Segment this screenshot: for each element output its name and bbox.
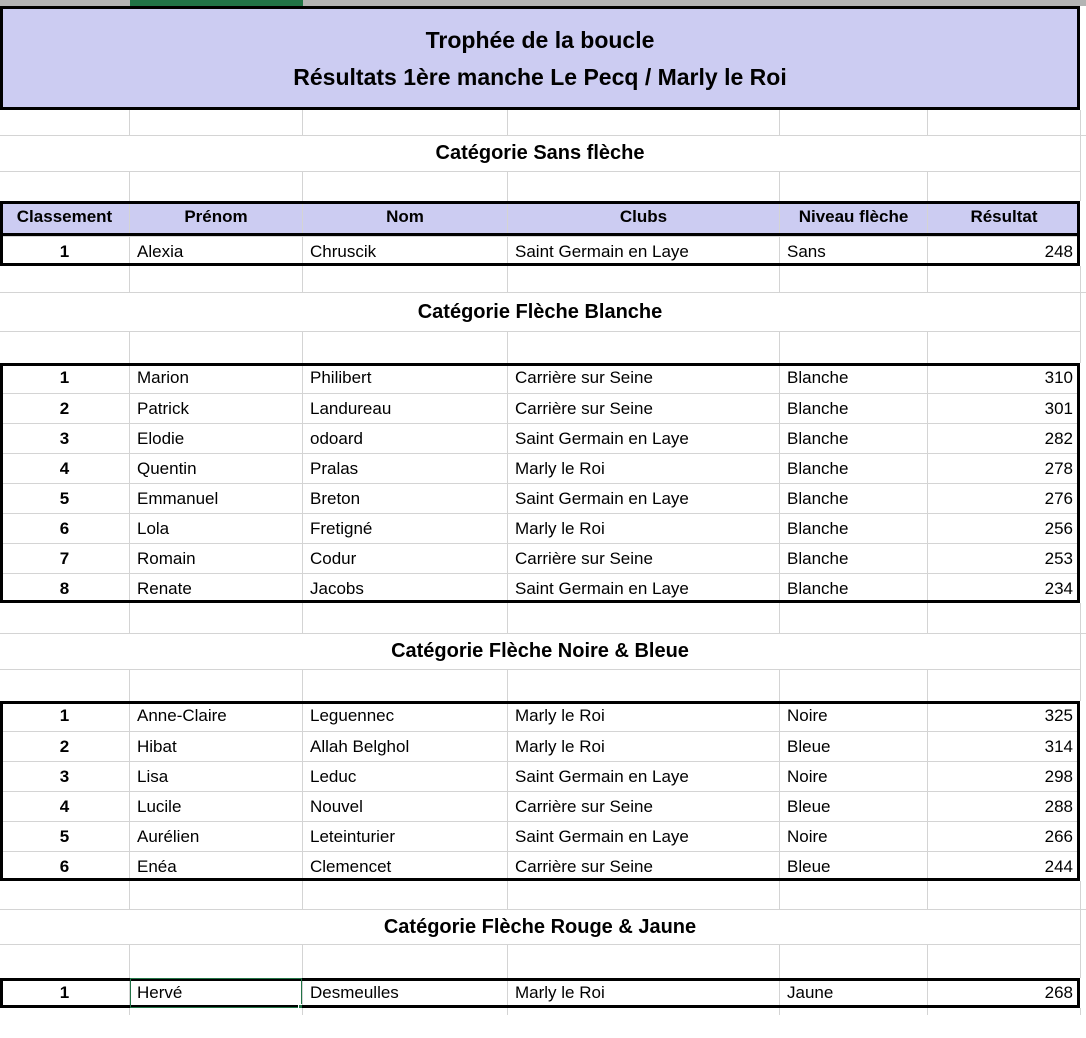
- table-row: [0, 978, 1080, 1008]
- cell-classement[interactable]: 7: [0, 544, 130, 573]
- table-row: [0, 731, 1080, 761]
- empty-cell: [780, 266, 928, 292]
- table-row: [0, 513, 1080, 543]
- empty-row: [0, 332, 1086, 363]
- cell-nom[interactable]: Desmeulles: [303, 978, 508, 1008]
- cell-prenom[interactable]: Lisa: [130, 762, 303, 791]
- sheet-edge-column: [1080, 1008, 1086, 1015]
- empty-cell: [780, 110, 928, 135]
- cell-niveau-fleche[interactable]: Blanche: [780, 454, 928, 483]
- cell-niveau-fleche[interactable]: Noire: [780, 822, 928, 851]
- cell-prenom[interactable]: Marion: [130, 363, 303, 393]
- cell-niveau-fleche[interactable]: Noire: [780, 762, 928, 791]
- cell-nom[interactable]: Landureau: [303, 394, 508, 423]
- sheet-edge-column: [1080, 6, 1086, 110]
- section-heading-sans-fleche[interactable]: Catégorie Sans flèche: [0, 136, 1080, 172]
- empty-cell: [780, 670, 928, 701]
- cell-classement[interactable]: 3: [0, 424, 130, 453]
- sheet-edge-column: [1080, 266, 1086, 292]
- cell-nom[interactable]: Philibert: [303, 363, 508, 393]
- cell-prenom[interactable]: Elodie: [130, 424, 303, 453]
- cell-nom[interactable]: Clemencet: [303, 852, 508, 881]
- cell-nom[interactable]: Fretigné: [303, 514, 508, 543]
- section-heading-band: [0, 136, 1086, 172]
- cell-clubs[interactable]: Saint Germain en Laye: [508, 574, 780, 603]
- empty-cell: [928, 603, 1080, 633]
- cell-classement[interactable]: 4: [0, 454, 130, 483]
- cell-prenom[interactable]: Hibat: [130, 732, 303, 761]
- cell-nom[interactable]: Codur: [303, 544, 508, 573]
- sheet-edge-column: [1080, 910, 1086, 945]
- cell-nom[interactable]: Leguennec: [303, 701, 508, 731]
- cell-classement[interactable]: 2: [0, 394, 130, 423]
- table-fleche-rouge-jaune: [0, 978, 1080, 1008]
- cell-clubs[interactable]: Marly le Roi: [508, 514, 780, 543]
- empty-cell: [508, 603, 780, 633]
- empty-cell: [928, 1008, 1080, 1015]
- table-header-row: [0, 201, 1080, 236]
- cell-clubs[interactable]: Saint Germain en Laye: [508, 484, 780, 513]
- cell-clubs[interactable]: Marly le Roi: [508, 978, 780, 1008]
- empty-cell: [130, 1008, 303, 1015]
- sheet-edge-column: [1080, 136, 1086, 172]
- column-header-prenom[interactable]: Prénom: [130, 201, 303, 233]
- cell-nom[interactable]: Pralas: [303, 454, 508, 483]
- cell-prenom[interactable]: Quentin: [130, 454, 303, 483]
- page-title-line1: Trophée de la boucle: [425, 26, 655, 53]
- empty-cell: [780, 945, 928, 978]
- empty-cell: [303, 332, 508, 363]
- empty-row: [0, 670, 1086, 701]
- section-heading-band: [0, 634, 1086, 670]
- column-header-nom[interactable]: Nom: [303, 201, 508, 233]
- empty-row: [0, 172, 1086, 201]
- cell-niveau-fleche[interactable]: Noire: [780, 701, 928, 731]
- empty-cell: [508, 172, 780, 201]
- cell-clubs[interactable]: Carrière sur Seine: [508, 792, 780, 821]
- empty-cell: [0, 945, 130, 978]
- empty-row: [0, 266, 1086, 293]
- table-band: [0, 363, 1086, 603]
- cell-nom[interactable]: Nouvel: [303, 792, 508, 821]
- cell-selection-outline: [130, 978, 303, 1008]
- empty-cell: [0, 110, 130, 135]
- cell-resultat[interactable]: 325: [1044, 706, 1073, 725]
- cell-nom[interactable]: Breton: [303, 484, 508, 513]
- column-header-clubs[interactable]: Clubs: [508, 201, 780, 233]
- cell-prenom[interactable]: Lola: [130, 514, 303, 543]
- table-row: [0, 363, 1080, 393]
- column-header-resultat[interactable]: Résultat: [970, 207, 1038, 226]
- table-row: [0, 393, 1080, 423]
- fill-handle[interactable]: [298, 1004, 303, 1008]
- cell-nom[interactable]: Chruscik: [303, 237, 508, 266]
- section-heading-band: [0, 910, 1086, 945]
- cell-resultat[interactable]: 253: [1044, 548, 1073, 568]
- sheet-edge-column: [1080, 634, 1086, 670]
- cell-clubs[interactable]: Marly le Roi: [508, 732, 780, 761]
- empty-cell: [303, 172, 508, 201]
- cell-classement[interactable]: 1: [0, 701, 130, 731]
- empty-cell: [130, 172, 303, 201]
- cell-clubs[interactable]: Saint Germain en Laye: [508, 424, 780, 453]
- section-heading-fleche-blanche[interactable]: Catégorie Flèche Blanche: [0, 293, 1080, 332]
- cell-niveau-fleche[interactable]: Blanche: [780, 544, 928, 573]
- empty-cell: [780, 881, 928, 909]
- cell-prenom[interactable]: Enéa: [130, 852, 303, 881]
- empty-cell: [780, 332, 928, 363]
- cell-niveau-fleche[interactable]: Blanche: [780, 363, 928, 393]
- sheet-edge-column: [1080, 110, 1086, 135]
- cell-resultat[interactable]: 248: [1044, 241, 1073, 261]
- sheet-edge-column: [1080, 881, 1086, 909]
- cell-resultat[interactable]: 268: [1044, 983, 1073, 1002]
- empty-cell: [928, 945, 1080, 978]
- cell-niveau-fleche[interactable]: Blanche: [780, 424, 928, 453]
- cell-clubs[interactable]: Saint Germain en Laye: [508, 237, 780, 266]
- empty-cell: [303, 945, 508, 978]
- table-row: [0, 791, 1080, 821]
- sheet-edge-column: [1080, 363, 1086, 603]
- cell-nom[interactable]: Leduc: [303, 762, 508, 791]
- table-row: [0, 761, 1080, 791]
- cell-classement[interactable]: 3: [0, 762, 130, 791]
- cell-classement[interactable]: 2: [0, 732, 130, 761]
- table-row: [0, 701, 1080, 731]
- table-row: [0, 483, 1080, 513]
- empty-row: [0, 110, 1086, 136]
- cell-clubs[interactable]: Saint Germain en Laye: [508, 762, 780, 791]
- empty-cell: [0, 172, 130, 201]
- table-row: [0, 543, 1080, 573]
- empty-cell: [0, 670, 130, 701]
- sheet-edge-column: [1080, 172, 1086, 201]
- table-fleche-noire-bleue: [0, 701, 1080, 881]
- cell-classement[interactable]: 5: [0, 484, 130, 513]
- empty-cell: [508, 332, 780, 363]
- cell-classement[interactable]: 1: [0, 237, 130, 266]
- table-band: [0, 201, 1086, 266]
- cell-niveau-fleche[interactable]: Bleue: [780, 792, 928, 821]
- cell-niveau-fleche[interactable]: Blanche: [780, 574, 928, 603]
- empty-cell: [508, 881, 780, 909]
- table-band: [0, 978, 1086, 1008]
- empty-cell: [130, 670, 303, 701]
- empty-cell: [928, 881, 1080, 909]
- empty-cell: [928, 110, 1080, 135]
- empty-cell: [780, 172, 928, 201]
- empty-cell: [928, 266, 1080, 292]
- cell-clubs[interactable]: Marly le Roi: [508, 454, 780, 483]
- empty-cell: [130, 266, 303, 292]
- empty-cell: [0, 1008, 130, 1015]
- empty-cell: [130, 945, 303, 978]
- section-heading-fleche-rouge-jaune[interactable]: Catégorie Flèche Rouge & Jaune: [0, 910, 1080, 945]
- cell-niveau-fleche[interactable]: Blanche: [780, 484, 928, 513]
- sheet-edge-column: [1080, 701, 1086, 881]
- cell-resultat[interactable]: 266: [1044, 826, 1073, 846]
- empty-cell: [0, 332, 130, 363]
- empty-cell: [130, 332, 303, 363]
- column-header-classement[interactable]: Classement: [0, 201, 130, 233]
- table-fleche-blanche: [0, 363, 1080, 603]
- cell-prenom[interactable]: Alexia: [130, 237, 303, 266]
- table-row: [0, 453, 1080, 483]
- cell-resultat[interactable]: 314: [1044, 736, 1073, 756]
- cell-niveau-fleche[interactable]: Blanche: [780, 514, 928, 543]
- sheet-edge-column: [1080, 201, 1086, 266]
- cell-resultat[interactable]: 282: [1044, 428, 1073, 448]
- cell-niveau-fleche[interactable]: Jaune: [780, 978, 928, 1008]
- empty-row: [0, 945, 1086, 978]
- table-band: [0, 701, 1086, 881]
- empty-cell: [303, 110, 508, 135]
- cell-prenom[interactable]: Lucile: [130, 792, 303, 821]
- empty-cell: [303, 881, 508, 909]
- cell-resultat[interactable]: 310: [1044, 368, 1073, 387]
- cell-classement[interactable]: 6: [0, 514, 130, 543]
- table-row: [0, 573, 1080, 603]
- cell-classement[interactable]: 1: [0, 978, 130, 1008]
- empty-row: [0, 603, 1086, 634]
- sheet-edge-column: [1080, 670, 1086, 701]
- table-sans-fleche: [0, 201, 1080, 266]
- cell-clubs[interactable]: Saint Germain en Laye: [508, 822, 780, 851]
- empty-cell: [508, 110, 780, 135]
- banner-band: [0, 6, 1086, 110]
- table-row: [0, 236, 1080, 266]
- cell-classement[interactable]: 6: [0, 852, 130, 881]
- empty-row: [0, 1008, 1086, 1015]
- empty-cell: [780, 1008, 928, 1015]
- empty-cell: [928, 172, 1080, 201]
- table-row: [0, 821, 1080, 851]
- cell-nom[interactable]: Leteinturier: [303, 822, 508, 851]
- cell-prenom[interactable]: Hervé: [130, 978, 303, 1008]
- cell-clubs[interactable]: Carrière sur Seine: [508, 363, 780, 393]
- empty-cell: [508, 266, 780, 292]
- cell-classement[interactable]: 4: [0, 792, 130, 821]
- cell-clubs[interactable]: Carrière sur Seine: [508, 394, 780, 423]
- empty-cell: [303, 670, 508, 701]
- cell-resultat[interactable]: 244: [1044, 856, 1073, 876]
- title-banner[interactable]: [0, 6, 1080, 110]
- cell-prenom[interactable]: Anne-Claire: [130, 701, 303, 731]
- cell-classement[interactable]: 5: [0, 822, 130, 851]
- empty-cell: [780, 603, 928, 633]
- empty-cell: [508, 1008, 780, 1015]
- sheet-edge-column: [1080, 945, 1086, 978]
- empty-cell: [0, 603, 130, 633]
- column-header-niveau-fleche[interactable]: Niveau flèche: [780, 201, 928, 233]
- empty-row: [0, 881, 1086, 910]
- cell-resultat[interactable]: 278: [1044, 458, 1073, 478]
- cell-nom[interactable]: Allah Belghol: [303, 732, 508, 761]
- empty-cell: [0, 881, 130, 909]
- sheet-edge-column: [1080, 332, 1086, 363]
- empty-cell: [303, 1008, 508, 1015]
- cell-nom[interactable]: Jacobs: [303, 574, 508, 603]
- cell-clubs[interactable]: Carrière sur Seine: [508, 544, 780, 573]
- section-heading-band: [0, 293, 1086, 332]
- sheet-edge-column: [1080, 603, 1086, 633]
- cell-resultat[interactable]: 256: [1044, 518, 1073, 538]
- section-heading-fleche-noire-bleue[interactable]: Catégorie Flèche Noire & Bleue: [0, 634, 1080, 670]
- empty-cell: [0, 266, 130, 292]
- empty-cell: [303, 266, 508, 292]
- cell-clubs[interactable]: Marly le Roi: [508, 701, 780, 731]
- table-row: [0, 423, 1080, 453]
- cell-resultat[interactable]: 298: [1044, 766, 1073, 786]
- cell-resultat[interactable]: 234: [1044, 578, 1073, 598]
- cell-classement[interactable]: 1: [0, 363, 130, 393]
- cell-niveau-fleche[interactable]: Bleue: [780, 732, 928, 761]
- empty-cell: [928, 670, 1080, 701]
- empty-cell: [928, 332, 1080, 363]
- cell-classement[interactable]: 8: [0, 574, 130, 603]
- cell-prenom[interactable]: Romain: [130, 544, 303, 573]
- cell-prenom[interactable]: Patrick: [130, 394, 303, 423]
- cell-prenom[interactable]: Renate: [130, 574, 303, 603]
- sheet-edge-column: [1080, 978, 1086, 1008]
- table-row: [0, 851, 1080, 881]
- empty-cell: [130, 110, 303, 135]
- page-title-line2: Résultats 1ère manche Le Pecq / Marly le Roi: [293, 63, 787, 90]
- empty-cell: [130, 603, 303, 633]
- cell-resultat[interactable]: 288: [1044, 796, 1073, 816]
- empty-cell: [303, 603, 508, 633]
- sheet-top-edge: [0, 0, 1086, 6]
- selected-column-indicator: [130, 0, 303, 6]
- cell-nom[interactable]: odoard: [303, 424, 508, 453]
- cell-prenom[interactable]: Aurélien: [130, 822, 303, 851]
- cell-niveau-fleche[interactable]: Blanche: [780, 394, 928, 423]
- cell-niveau-fleche[interactable]: Bleue: [780, 852, 928, 881]
- cell-resultat[interactable]: 276: [1044, 488, 1073, 508]
- cell-clubs[interactable]: Carrière sur Seine: [508, 852, 780, 881]
- cell-niveau-fleche[interactable]: Sans: [780, 237, 928, 266]
- cell-resultat[interactable]: 301: [1044, 398, 1073, 418]
- empty-cell: [508, 670, 780, 701]
- cell-prenom[interactable]: Emmanuel: [130, 484, 303, 513]
- empty-cell: [130, 881, 303, 909]
- empty-cell: [508, 945, 780, 978]
- sheet-edge-column: [1080, 293, 1086, 332]
